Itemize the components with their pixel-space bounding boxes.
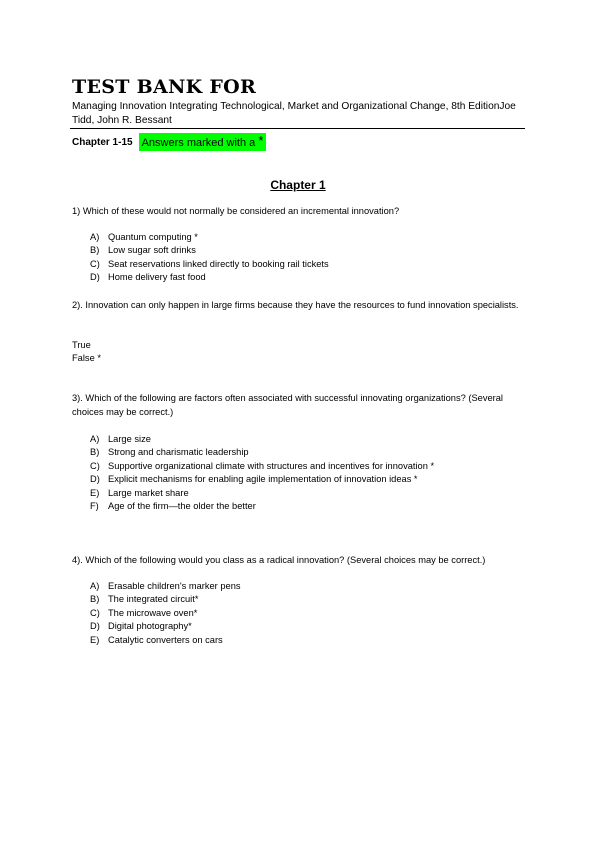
document-title: TEST BANK FOR: [72, 76, 257, 98]
list-item: E) Catalytic converters on cars: [90, 634, 223, 645]
question-2-text: 2). Innovation can only happen in large firms because they have the resources to fund innovation specialists.: [72, 300, 519, 310]
question-2-answer-false: False *: [72, 353, 101, 363]
list-item: A) Large size: [90, 434, 151, 444]
question-4-text: 4). Which of the following would you class as a radical innovation? (Several choices may be correct.): [72, 555, 486, 565]
header-rule: [70, 128, 525, 129]
list-item: D) Digital photography*: [90, 621, 192, 632]
list-item: F) Age of the firm—the older the better: [90, 500, 256, 511]
list-item: A) Quantum computing *: [90, 232, 198, 242]
question-1-text: 1) Which of these would not normally be considered an incremental innovation?: [72, 206, 400, 216]
chapter-range-line: [72, 134, 266, 150]
list-item: B) The integrated circuit*: [90, 594, 199, 605]
list-item: A) Erasable children's marker pens: [90, 581, 241, 591]
answers-note-highlight: [139, 133, 267, 151]
question-2-answer-true: True: [72, 340, 91, 350]
book-subtitle: Managing Innovation Integrating Technological, Market and Organizational Change, 8th EditionJoe Tidd, John R. Bessant: [72, 101, 516, 126]
list-item: B) Low sugar soft drinks: [90, 245, 196, 256]
question-1-options: [90, 231, 329, 285]
answers-note-star: *: [258, 133, 264, 148]
chapter-range: Chapter 1-15: [72, 136, 133, 148]
list-item: D) Home delivery fast food: [90, 272, 206, 283]
list-item: B) Strong and charismatic leadership: [90, 447, 249, 458]
list-item: C) The microwave oven*: [90, 607, 198, 618]
chapter-heading: Chapter 1: [270, 178, 326, 192]
question-3-options: [90, 433, 434, 513]
list-item: D) Explicit mechanisms for enabling agile implementation of innovation ideas *: [90, 474, 418, 485]
answers-note-text: Answers marked with a: [141, 137, 256, 149]
list-item: E) Large market share: [90, 487, 189, 498]
question-3-text: 3). Which of the following are factors often associated with successful innovating organizations? (Several choices may be correct.): [72, 393, 503, 417]
list-item: C) Seat reservations linked directly to booking rail tickets: [90, 258, 329, 269]
question-4-options: [90, 580, 241, 647]
list-item: C) Supportive organizational climate with structures and incentives for innovation *: [90, 460, 435, 471]
